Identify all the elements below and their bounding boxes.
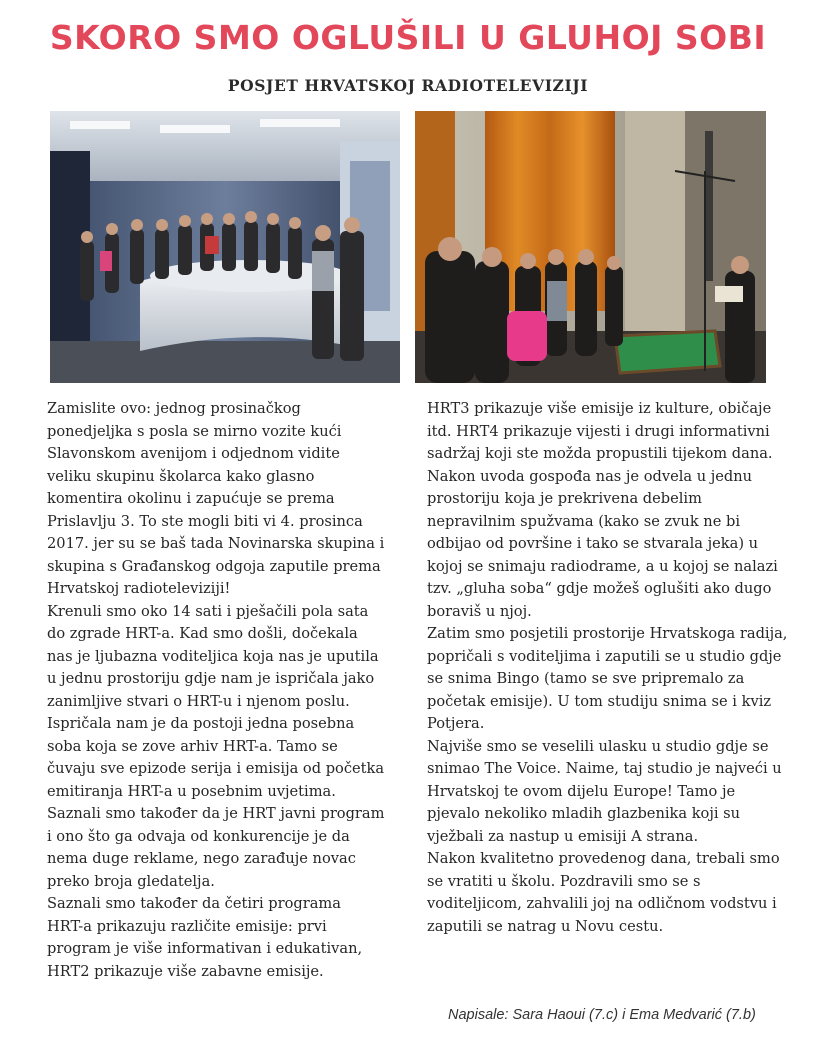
text-line: HRT2 prikazuje više zabavne emisije. xyxy=(47,962,324,980)
text-line: čuvaju sve epizode serija i emisija od početka xyxy=(47,760,385,777)
group-in-tv-studio-photo xyxy=(50,111,400,383)
text-line: boraviš u njoj. xyxy=(427,602,532,620)
text-line: veliku skupinu školarca kako glasno xyxy=(47,467,315,485)
text-line: preko broja gledatelja. xyxy=(47,872,215,890)
text-line: nas je ljubazna voditeljica koja nas je uputila xyxy=(47,647,379,665)
text-line: Hrvatskoj radioteleviziji! xyxy=(47,580,231,597)
text-line: pjevalo nekoliko mladih glazbenika koji su xyxy=(427,805,741,822)
text-line: popričali s voditeljima i zaputili se u studio gdje xyxy=(427,647,782,665)
text-line: do zgrade HRT-a. Kad smo došli, dočekala xyxy=(47,625,358,642)
text-line: soba koja se zove arhiv HRT-a. Tamo se xyxy=(47,737,338,755)
author-signature: Napisale: Sara Haoui (7.c) i Ema Medvarić (7.b) xyxy=(448,1007,756,1023)
text-line: Prislavlju 3. To ste mogli biti vi 4. prosinca xyxy=(47,512,363,530)
text-line: Potjera. xyxy=(427,715,485,732)
text-line: Krenuli smo oko 14 sati i pješačili pola sata xyxy=(47,602,369,620)
text-line: 2017. jer su se baš tada Novinarska skupina i xyxy=(47,535,385,552)
text-line: i ono što ga odvaja od konkurencije je da xyxy=(47,827,350,845)
text-line: se vratiti u školu. Pozdravili smo se s xyxy=(427,872,701,890)
text-line: nepravilnim spužvama (kako se zvuk ne bi xyxy=(427,512,740,530)
text-line: Zamislite ovo: jednog prosinačkog xyxy=(47,400,301,417)
text-line: u jednu prostoriju gdje nam je ispričala jako xyxy=(47,670,375,687)
text-line: Najviše smo se veselili ulasku u studio gdje se xyxy=(427,737,769,755)
text-line: nema duge reklame, nego zarađuje novac xyxy=(47,850,356,867)
text-line: prostoriju koja je prekrivena debelim xyxy=(427,490,702,507)
text-line: skupina s Građanskog odgoja zaputile prema xyxy=(47,557,381,575)
text-line: Saznali smo također da četiri programa xyxy=(47,895,341,912)
text-line: kojoj se snimaju radiodrame, a u kojoj se nalazi xyxy=(427,557,778,575)
group-in-radio-studio-photo xyxy=(415,111,766,383)
text-line: HRT3 prikazuje više emisije iz kulture, običaje xyxy=(427,400,772,417)
text-line: odbijao od površine i tako se stvarala jeka) u xyxy=(427,535,759,552)
left-text-column xyxy=(47,398,407,983)
text-line: Nakon kvalitetno provedenog dana, trebali smo xyxy=(427,850,780,867)
text-line: HRT-a prikazuju različite emisije: prvi xyxy=(47,917,327,935)
text-line: sadržaj koji ste možda propustili tijekom dana. xyxy=(427,445,773,462)
article-headline: SKORO SMO OGLUŠILI U GLUHOJ SOBI xyxy=(49,18,767,57)
text-line: emitiranja HRT-a u posebnim uvjetima. xyxy=(47,782,336,800)
text-line: ponedjeljka s posla se mirno vozite kući xyxy=(47,422,342,440)
text-line: tzv. „gluha soba“ gdje možeš oglušiti ako dugo xyxy=(427,580,772,597)
text-line: početak emisije). U tom studiju snima se i kviz xyxy=(427,692,772,710)
right-text-column xyxy=(427,398,787,938)
text-line: voditeljicom, zahvalili joj na odličnom vodstvu i xyxy=(427,895,777,912)
text-line: Saznali smo također da je HRT javni program xyxy=(47,805,385,822)
article-subtitle: POSJET HRVATSKOJ RADIOTELEVIZIJI xyxy=(227,76,589,95)
text-line: zanimljive stvari o HRT-u i njenom poslu. xyxy=(47,692,350,710)
text-line: Ispričala nam je da postoji jedna posebna xyxy=(47,715,355,732)
text-line: vježbali za nastup u emisiji A strana. xyxy=(427,827,699,845)
text-line: Hrvatskoj te ovom dijelu Europe! Tamo je xyxy=(427,782,736,800)
text-line: Nakon uvoda gospođa nas je odvela u jednu xyxy=(427,467,753,485)
text-line: itd. HRT4 prikazuje vijesti i drugi informativni xyxy=(427,422,770,440)
text-line: zaputili se natrag u Novu cestu. xyxy=(427,917,664,935)
text-line: Slavonskom avenijom i odjednom vidite xyxy=(47,445,340,462)
text-line: komentira okolinu i zapućuje se prema xyxy=(47,490,335,507)
text-line: se snima Bingo (tamo se sve pripremalo za xyxy=(427,670,745,687)
text-line: Zatim smo posjetili prostorije Hrvatskoga radija, xyxy=(427,625,788,642)
text-line: program je više informativan i edukativan, xyxy=(47,940,363,957)
text-line: snimao The Voice. Naime, taj studio je najveći u xyxy=(427,760,782,777)
